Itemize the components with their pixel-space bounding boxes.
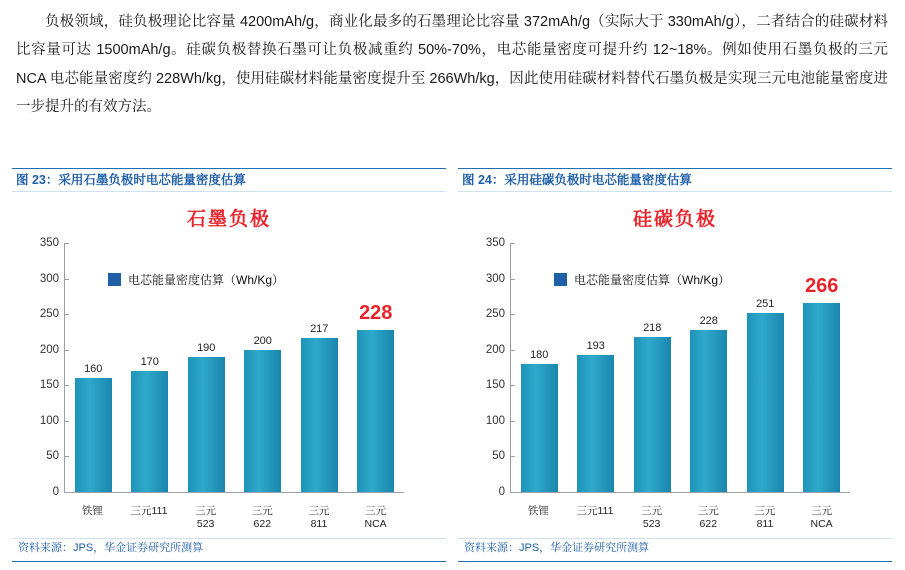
figure-23-source: 资料来源：JPS，华金证券研究所测算 [18, 542, 204, 554]
legend-label: 电芯能量密度估算（Wh/Kg） [128, 273, 285, 287]
y-tick: 250 [486, 308, 511, 320]
bar [634, 337, 671, 492]
bar-value: 190 [197, 341, 216, 354]
bar-group [521, 243, 558, 492]
legend-label: 电芯能量密度估算（Wh/Kg） [574, 273, 731, 287]
x-tick-label: 三元523 [195, 505, 217, 530]
bar-group [244, 243, 281, 492]
x-tick-label: 三元811 [754, 505, 776, 530]
bar [244, 350, 281, 492]
y-tick: 300 [40, 273, 65, 285]
y-tick: 300 [486, 273, 511, 285]
figure-23-axes [39, 237, 404, 498]
bar-group [188, 243, 225, 492]
figure-24-axes [485, 237, 850, 498]
bar [577, 355, 614, 492]
x-tick-label: 三元811 [308, 505, 330, 530]
x-tick-label: 三元622 [251, 505, 273, 530]
figure-24-x-labels [510, 503, 850, 530]
bar-group [803, 243, 840, 492]
bar-value: 160 [84, 363, 103, 376]
y-tick: 100 [40, 415, 65, 427]
figure-24-bars [511, 243, 850, 492]
bar [747, 313, 784, 492]
y-tick: 350 [486, 237, 511, 249]
bar-group [747, 243, 784, 492]
bar-value: 180 [530, 348, 549, 361]
bar [803, 303, 840, 492]
x-tick-label: 铁锂 [81, 505, 103, 517]
bar-value: 217 [310, 322, 329, 335]
bar-value-highlight: 228 [359, 301, 393, 324]
figure-23-bars [65, 243, 404, 492]
figure-24-plot-area [458, 235, 892, 530]
bar-group [577, 243, 614, 492]
x-tick-label: 铁锂 [527, 505, 549, 517]
y-tick: 100 [486, 415, 511, 427]
x-tick-label: 三元523 [641, 505, 663, 530]
bar-value: 193 [586, 339, 605, 352]
x-tick-label: 三元111 [576, 505, 614, 517]
bar [521, 364, 558, 492]
bar-group [634, 243, 671, 492]
x-tick-label: 三元111 [130, 505, 168, 517]
y-tick: 200 [486, 344, 511, 356]
figure-23-caption: 图 23：采用石墨负极时电芯能量密度估算 [12, 169, 446, 192]
bar-value: 251 [756, 298, 775, 311]
bar-group [690, 243, 727, 492]
figure-24-source: 资料来源：JPS，华金证券研究所测算 [464, 542, 650, 554]
figure-24-title: 硅碳负极 [632, 208, 717, 230]
y-tick: 200 [40, 344, 65, 356]
figure-23-title: 石墨负极 [186, 208, 271, 230]
bar [301, 338, 338, 492]
y-tick: 250 [40, 308, 65, 320]
bar-group [357, 243, 394, 492]
bar-value: 228 [699, 314, 718, 327]
bar-value: 218 [643, 321, 662, 334]
y-tick: 0 [499, 486, 511, 498]
bar-group [131, 243, 168, 492]
bar [75, 378, 112, 492]
bar-value: 170 [140, 356, 159, 369]
bar [188, 357, 225, 492]
x-tick-label: 三元NCA [364, 505, 387, 530]
bar [690, 330, 727, 492]
bar-value: 200 [253, 334, 272, 347]
bar [131, 371, 168, 492]
figure-23-panel [12, 168, 446, 562]
y-tick: 350 [40, 237, 65, 249]
figure-24-panel [458, 168, 892, 562]
body-paragraph: 负极领域，硅负极理论比容量 4200mAh/g，商业化最多的石墨理论比容量 372mAh/g（实际大于 330mAh/g），二者结合的硅碳材料比容量可达 1500mAh/g。硅碳负极替换石墨可让负极减重约 50%-70%，电芯能量密度可提升约 12~18%。例如使用石墨负极的三元 NCA 电芯能量密度约 228Wh/kg，使用硅碳材料能量密度提升至 266Wh/kg，因此使用硅碳材料替代石墨负极是实现三元电池能量密度进一步提升的有效方法。 [16, 14, 888, 115]
bar-group [301, 243, 338, 492]
y-tick: 50 [46, 450, 65, 462]
bar-value-highlight: 266 [805, 274, 839, 297]
y-tick: 0 [53, 486, 65, 498]
bar [357, 330, 394, 492]
y-tick: 50 [492, 450, 511, 462]
figure-23-plot-area [12, 235, 446, 530]
x-tick-label: 三元NCA [810, 505, 833, 530]
figure-23-x-labels [64, 503, 404, 530]
figure-24-caption: 图 24：采用硅碳负极时电芯能量密度估算 [458, 169, 892, 192]
y-tick: 150 [40, 379, 65, 391]
y-tick: 150 [486, 379, 511, 391]
bar-group [75, 243, 112, 492]
x-tick-label: 三元622 [697, 505, 719, 530]
figures-container [12, 168, 893, 562]
